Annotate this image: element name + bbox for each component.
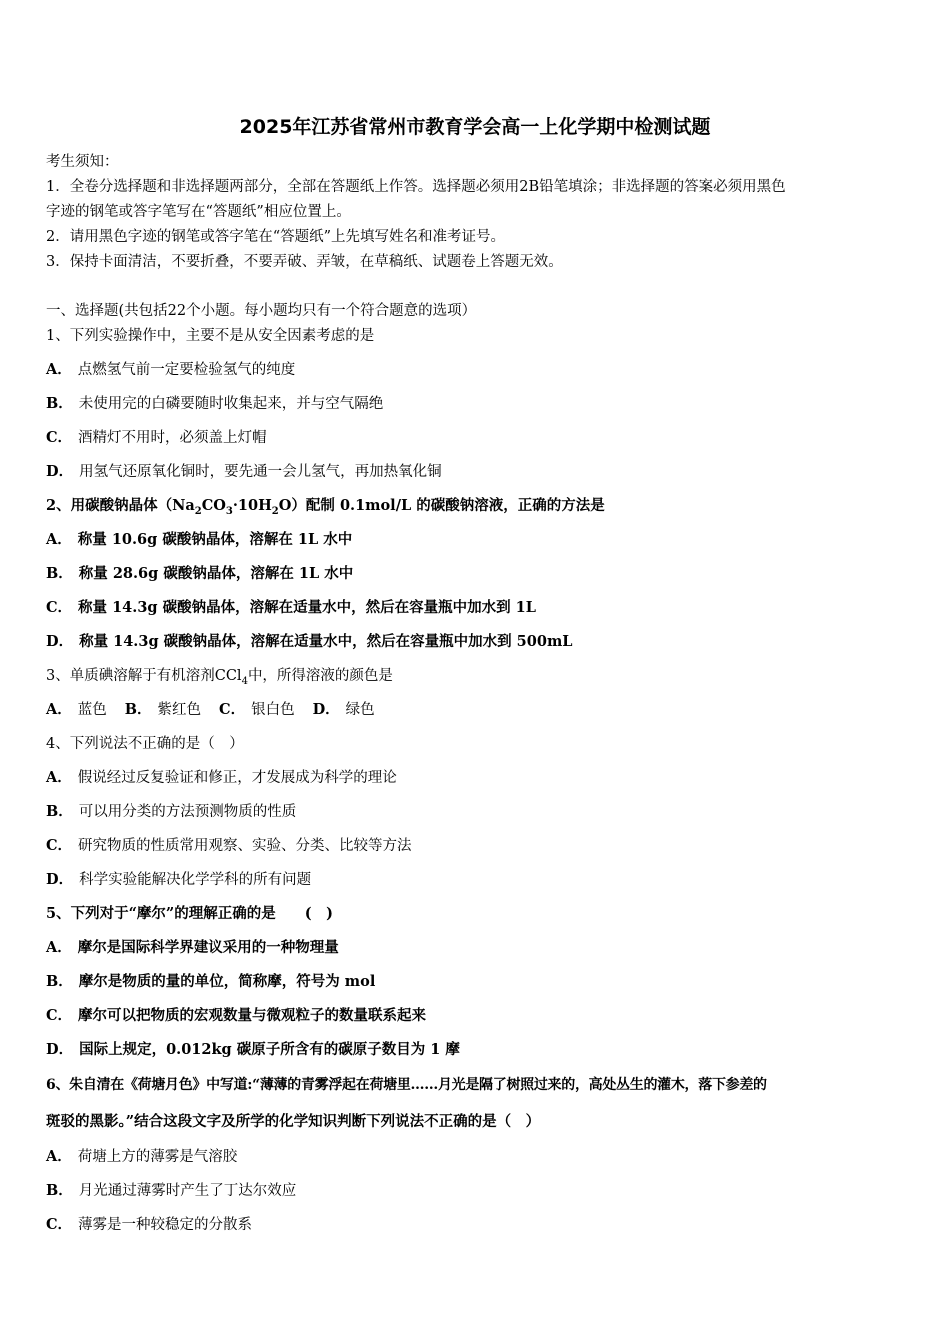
subscript: 2 [194,505,202,517]
question-2-option-c[interactable] [46,598,910,618]
option-text: 可以用分类的方法预测物质的性质 [78,804,297,820]
question-4-stem: 4、下列说法不正确的是（ ） [46,736,244,752]
question-3-option-d[interactable] [313,702,375,718]
question-4-option-a[interactable] [46,768,910,788]
option-text: 点燃氢气前一定要检验氢气的纯度 [77,362,296,378]
stem-text: ·10H [232,497,272,514]
option-text: 月光通过薄雾时产生了丁达尔效应 [78,1183,297,1199]
question-1-option-b[interactable] [46,394,910,414]
option-text: 薄雾是一种较稳定的分散系 [78,1217,253,1233]
question-2-option-d[interactable] [46,632,910,652]
option-text: 未使用完的白磷要随时收集起来，并与空气隔绝 [78,396,384,412]
option-text: 称量 14.3g 碳酸钠晶体，溶解在适量水中，然后在容量瓶中加水到 500mL [79,633,573,650]
option-text: 用氢气还原氧化铜时，要先通一会儿氢气，再加热氧化铜 [79,464,442,480]
page-title: 2025年江苏省常州市教育学会高一上化学期中检测试题 [239,116,711,138]
question-6-option-b[interactable] [46,1181,910,1201]
option-text: 酒精灯不用时，必须盖上灯帽 [78,430,267,446]
option-label: B． [46,973,73,990]
question-5-option-c[interactable] [46,1006,910,1026]
option-label: D． [46,633,74,650]
question-4-option-d[interactable] [46,870,910,890]
option-label: B． [46,395,73,412]
question-6-stem-line-1: 6、朱自清在《荷塘月色》中写道:“薄薄的青雾浮起在荷塘里……月光是隔了树照过来的，高处丛生的灌木，落下参差的 [46,1077,767,1093]
question-1-option-c[interactable] [46,428,910,448]
subscript: 2 [271,505,279,517]
subscript: 3 [225,505,233,517]
option-text: 称量 28.6g 碳酸钠晶体，溶解在 1L 水中 [78,565,354,582]
stem-text: 中，所得溶液的颜色是 [247,668,393,684]
notice-item-1: 1．全卷分选择题和非选择题两部分，全部在答题纸上作答。选择题必须用2B铅笔填涂；非选择题的答案必须用黑色 [46,179,786,195]
question-2-stem [46,496,910,522]
option-label: D． [46,463,74,480]
option-text: 摩尔是国际科学界建议采用的一种物理量 [77,939,339,956]
stem-text: CO [201,497,226,514]
option-text: 蓝色 [77,702,107,718]
option-label: B． [46,803,73,820]
option-label: A． [46,361,72,378]
subscript: 4 [241,675,248,687]
option-text: 摩尔是物质的量的单位，简称摩，符号为 mol [78,973,376,990]
question-4-option-c[interactable] [46,836,910,856]
question-2-option-a[interactable] [46,530,910,550]
question-6-option-c[interactable] [46,1215,910,1235]
option-label: C． [46,1007,73,1024]
option-text: 假说经过反复验证和修正，才发展成为科学的理论 [77,770,397,786]
stem-text: 3、单质碘溶解于有机溶剂CCl [46,668,242,684]
notice-heading: 考生须知： [46,154,119,170]
option-label: A． [46,939,72,956]
option-label: D． [46,1041,74,1058]
option-text: 称量 10.6g 碳酸钠晶体，溶解在 1L 水中 [77,531,353,548]
option-text: 研究物质的性质常用观察、实验、分类、比较等方法 [78,838,412,854]
option-text: 摩尔可以把物质的宏观数量与微观粒子的数量联系起来 [78,1007,427,1024]
section-heading: 一、选择题(共包括22个小题。每小题均只有一个符合题意的选项） [46,303,477,319]
option-label: A． [46,531,72,548]
notice-item-2: 2．请用黑色字迹的钢笔或答字笔在“答题纸”上先填写姓名和准考证号。 [46,229,506,245]
question-5-option-d[interactable] [46,1040,910,1060]
option-label: B． [124,701,152,718]
option-label: C． [46,429,73,446]
question-5-option-b[interactable] [46,972,910,992]
option-label: A． [46,1148,72,1165]
option-text: 称量 14.3g 碳酸钠晶体，溶解在适量水中，然后在容量瓶中加水到 1L [78,599,536,616]
question-3-stem [46,666,910,692]
option-text: 绿色 [345,702,375,718]
option-label: C． [46,1216,73,1233]
option-text: 银白色 [251,702,295,718]
question-3-option-b[interactable] [125,702,201,718]
stem-text: O）配制 0.1mol/L 的碳酸钠溶液，正确的方法是 [278,497,605,514]
option-label: D． [312,701,340,718]
option-label: B． [46,565,73,582]
question-1-stem: 1、下列实验操作中，主要不是从安全因素考虑的是 [46,328,375,344]
question-6-stem-line-2: 斑驳的黑影。”结合这段文字及所学的化学知识判断下列说法不正确的是（ ） [46,1113,541,1130]
option-label: A． [46,769,72,786]
question-3-option-c[interactable] [219,702,295,718]
option-label: B． [46,1182,73,1199]
option-text: 国际上规定，0.012kg 碳原子所含有的碳原子数目为 1 摩 [79,1041,460,1058]
question-1-option-a[interactable] [46,360,910,380]
question-6-option-a[interactable] [46,1147,910,1167]
option-text: 科学实验能解决化学学科的所有问题 [79,872,312,888]
question-2-option-b[interactable] [46,564,910,584]
option-label: C． [46,837,73,854]
stem-text: 2、用碳酸钠晶体（Na [46,497,195,514]
option-label: A． [46,701,72,718]
question-1-option-d[interactable] [46,462,910,482]
question-4-option-b[interactable] [46,802,910,822]
question-5-option-a[interactable] [46,938,910,958]
option-label: C． [219,701,246,718]
notice-item-1-cont: 字迹的钢笔或答字笔写在“答题纸”相应位置上。 [46,204,351,220]
question-5-stem: 5、下列对于“摩尔”的理解正确的是 ( ) [46,905,333,922]
question-3-option-a[interactable] [46,702,107,718]
option-label: C． [46,599,73,616]
option-label: D． [46,871,74,888]
notice-item-3: 3．保持卡面清洁，不要折叠，不要弄破、弄皱，在草稿纸、试题卷上答题无效。 [46,254,563,270]
option-text: 紫红色 [157,702,202,718]
option-text: 荷塘上方的薄雾是气溶胶 [77,1149,238,1165]
question-3-options [46,700,910,720]
